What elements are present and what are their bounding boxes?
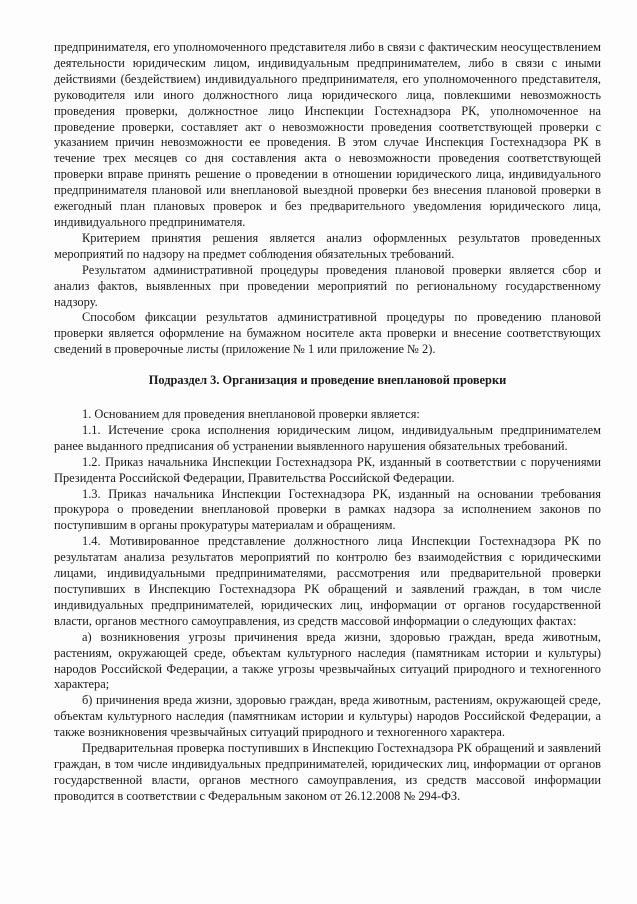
item-1-1: 1.1. Истечение срока исполнения юридическим лицом, индивидуальным предпринимателем ранее выданного предписания об устранении выявленного нарушения обязательных требований. xyxy=(54,422,601,453)
paragraph-continued: предпринимателя, его уполномоченного представителя либо в связи с фактическим неосуществлением деятельности юридическим лицом, индивидуальным предпринимателем, либо в связи с иными действиями (бездействием) индивидуального предпринимателя, его уполномоченного представителя, руководителя или иного должностного лица юридического лица, повлекшими невозможность проведения проверки, должностное лицо Инспекции Гостехнадзора РК, уполномоченное на проведение проверки, составляет акт о невозможности проведения соответствующей проверки с указанием причин невозможности ее проведения. В этом случае Инспекция Гостехнадзора РК в течение трех месяцев со дня составления акта о невозможности проведения соответствующей проверки вправе принять решение о проведении в отношении юридического лица, индивидуального предпринимателя плановой или внеплановой выездной проверки без внесения плановой проверки в ежегодный план плановых проверок и без предварительного уведомления юридического лица, индивидуального предпринимателя. xyxy=(54,40,601,229)
paragraph-result: Результатом административной процедуры проведения плановой проверки является сбор и анализ фактов, выявленных при проведении мероприятий по региональному государственному надзору. xyxy=(54,262,601,309)
item-1-4: 1.4. Мотивированное представление должностного лица Инспекции Гостехнадзора РК по результатам анализа результатов мероприятий по контролю без взаимодействия с юридическими лицами, индивидуальными предпринимателями, рассмотрения или предварительной проверки поступивших в Инспекцию Гостехнадзора РК обращений и заявлений граждан, в том числе индивидуальных предпринимателей, юридических лиц, информации от органов государственной власти, органов местного самоуправления, из средств массовой информации о следующих фактах: xyxy=(54,534,601,628)
paragraph-fixation: Способом фиксации результатов административной процедуры по проведению плановой проверки является оформление на бумажном носителе акта проверки и внесение соответствующих сведений в проверочные листы (приложение № 1 или приложение № 2). xyxy=(54,310,601,357)
item-a: а) возникновения угрозы причинения вреда жизни, здоровью граждан, вреда животным, растениям, окружающей среде, объектам культурного наследия (памятникам истории и культуры) народов Российской Федерации, а также угрозы чрезвычайных ситуаций природного и техногенного характера; xyxy=(54,629,601,692)
item-b: б) причинения вреда жизни, здоровью граждан, вреда животным, растениям, окружающей среде, объектам культурного наследия (памятникам истории и культуры) народов Российской Федерации, а также возникновения чрезвычайных ситуаций природного и техногенного характера. xyxy=(54,693,601,740)
item-1: 1. Основанием для проведения внеплановой проверки является: xyxy=(82,407,420,422)
item-1-2: 1.2. Приказ начальника Инспекции Гостехнадзора РК, изданный в соответствии с поручениями Президента Российской Федерации, Правительства Российской Федерации. xyxy=(54,454,601,485)
paragraph-preliminary: Предварительная проверка поступивших в Инспекцию Гостехнадзора РК обращений и заявлений граждан, в том числе индивидуальных предпринимателей, юридических лиц, информации от органов государственной власти, органов местного самоуправления, из средств массовой информации проводится в соответствии с Федеральным законом от 26.12.2008 № 294-ФЗ. xyxy=(54,741,601,803)
section-heading: Подраздел 3. Организация и проведение внеплановой проверки xyxy=(148,373,507,388)
paragraph-criterion: Критерием принятия решения является анализ оформленных результатов проведенных мероприятий по надзору на предмет соблюдения обязательных требований. xyxy=(54,230,601,261)
item-1-3: 1.3. Приказ начальника Инспекции Гостехнадзора РК, изданный на основании требования прокурора о проведении внеплановой проверки в рамках надзора за исполнением законов по поступившим в органы прокуратуры материалам и обращениям. xyxy=(54,486,601,533)
